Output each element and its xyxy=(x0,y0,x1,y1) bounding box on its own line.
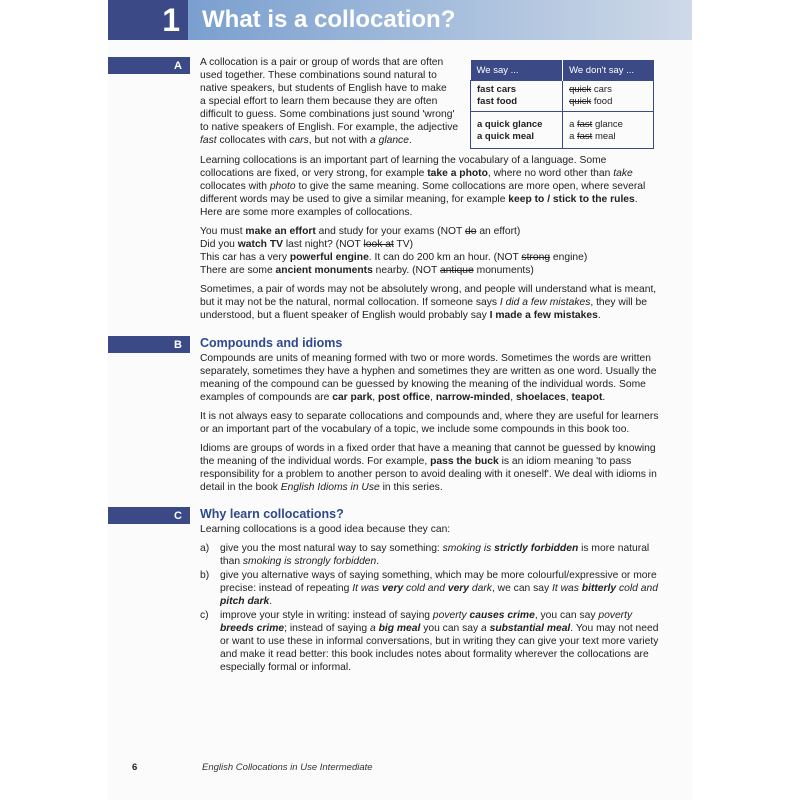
table-row xyxy=(471,112,654,149)
paragraph: Learning collocations is a good idea because they can: xyxy=(200,524,451,535)
table-header-we-dont-say: We don't say ... xyxy=(563,60,654,81)
example-line: Did you watch TV last night? (NOT look at TV) xyxy=(200,239,414,250)
reasons-list xyxy=(200,542,662,674)
section-a-intro: A collocation is a pair or group of words that are often used together. These combinations sound natural to native speakers, but students of English have to make a special effort to learn them because they are often difficult to guess. Some combinations just sound 'wrong' to native speakers of English. For example, the adjective fast collocates with cars, but not with a glance. xyxy=(200,57,459,146)
section-c-body xyxy=(200,523,662,675)
book-title: English Collocations in Use Intermediate xyxy=(202,762,373,773)
section-b-body xyxy=(200,352,662,500)
page-number: 6 xyxy=(132,762,138,773)
list-item: c) improve your style in writing: instead of saying poverty causes crime, you can say poverty breeds crime; instead of saying a big meal you can say a substantial meal. You may not need or want to use these in informal conversations, but in writing they can give your text more variety and make it read better: this book includes notes about formality wherever the collocations are especially formal or informal. xyxy=(200,610,659,673)
section-b-heading: Compounds and idioms xyxy=(200,336,343,350)
list-item: b) give you alternative ways of saying something, which may be more colourful/expressive or more precise: instead of repeating It was very cold and very dark, we can say It was bitterly cold and pitch dark. xyxy=(200,570,658,607)
section-tab-b: B xyxy=(108,336,190,353)
example-list xyxy=(200,225,662,277)
table-header-row xyxy=(471,60,654,81)
collocation-table xyxy=(470,60,654,149)
page-title: What is a collocation? xyxy=(188,0,692,40)
example-line: This car has a very powerful engine. It can do 200 km an hour. (NOT strong engine) xyxy=(200,252,588,263)
example-line: You must make an effort and study for your exams (NOT do an effort) xyxy=(200,226,521,237)
paragraph: Idioms are groups of words in a fixed order that have a meaning that cannot be guessed by knowing the meaning of the individual words. For example, pass the buck is an idiom meaning 'to pass responsibility for a problem to another person to avoid dealing with it oneself'. We deal with idioms in detail in the book English Idioms in Use in this series. xyxy=(200,443,657,493)
example-line: There are some ancient monuments nearby. (NOT antique monuments) xyxy=(200,265,534,276)
paragraph: Learning collocations is an important part of learning the vocabulary of a language. Some collocations are fixed, or very strong, for example take a photo, where no word other than take collocates with photo to give the same meaning. Some collocations are more open, where several different words may be used to give a similar meaning, for example keep to / stick to the rules. Here are some more examples of collocations. xyxy=(200,155,646,218)
table-header-we-say: We say ... xyxy=(471,60,563,81)
paragraph: Compounds are units of meaning formed with two or more words. Sometimes the words are written separately, sometimes they have a hyphen and sometimes they are written as one word. Usually the meaning of the compound can be guessed by knowing the meaning of the individual words. Some examples of compounds are car park, post office, narrow-minded, shoelaces, teapot. xyxy=(200,353,657,403)
section-tab-a: A xyxy=(108,57,190,74)
section-a-body xyxy=(200,154,662,328)
paragraph: It is not always easy to separate collocations and compounds and, where they are useful for learners or an important part of the vocabulary of a topic, we include some compounds in this book too. xyxy=(200,411,659,435)
list-item: a) give you the most natural way to say something: smoking is strictly forbidden is more natural than smoking is strongly forbidden. xyxy=(200,543,650,567)
paragraph: Sometimes, a pair of words may not be absolutely wrong, and people will understand what is meant, but it may not be the natural, normal collocation. If someone says I did a few mistakes, they will be understood, but a fluent speaker of English would probably say I made a few mistakes. xyxy=(200,284,657,321)
table-cell-say: a quick glance a quick meal xyxy=(471,112,563,149)
unit-number: 1 xyxy=(108,0,188,40)
table-row xyxy=(471,81,654,112)
table-cell-dont-say: a fast glance a fast meal xyxy=(563,112,654,149)
unit-title-bar xyxy=(108,0,692,40)
section-tab-c: C xyxy=(108,507,190,524)
table-cell-dont-say: quick cars quick food xyxy=(563,81,654,112)
section-c-heading: Why learn collocations? xyxy=(200,507,344,521)
table-cell-say: fast cars fast food xyxy=(471,81,563,112)
